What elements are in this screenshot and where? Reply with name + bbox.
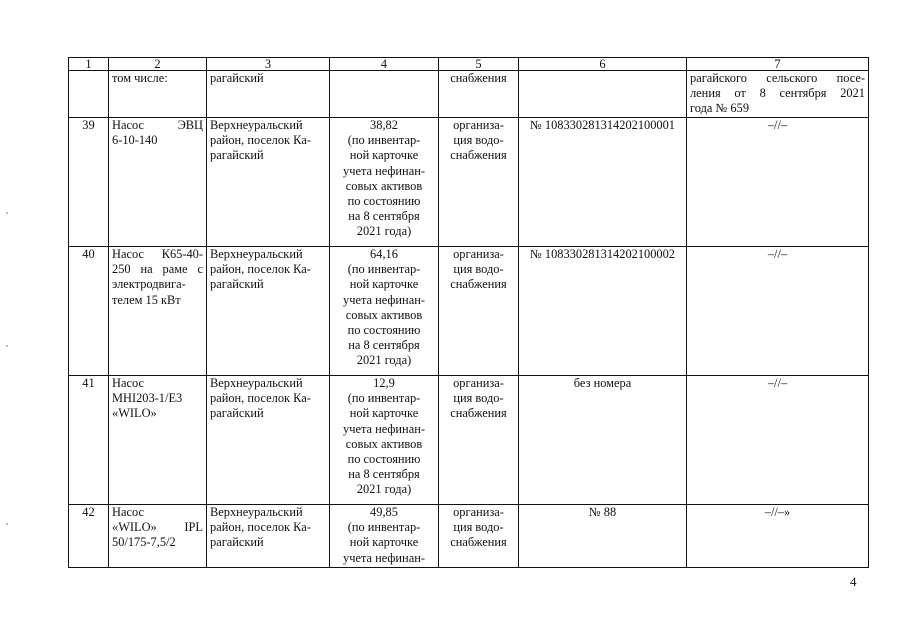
item-name-cell bbox=[109, 505, 207, 568]
organization-line: организа- bbox=[453, 247, 504, 261]
value-cell bbox=[330, 376, 439, 505]
item-name-cell bbox=[109, 71, 207, 118]
value-cell bbox=[330, 247, 439, 376]
organization-line: снабжения bbox=[450, 148, 507, 163]
value-line: 2021 года) bbox=[356, 353, 412, 368]
location-line: Верхнеуральский bbox=[210, 118, 303, 132]
table-row bbox=[69, 118, 869, 247]
value-line: (по инвентар- bbox=[347, 520, 421, 535]
value-line: учета нефинан- bbox=[343, 421, 425, 436]
organization-cell bbox=[439, 376, 519, 505]
property-table bbox=[68, 57, 869, 568]
value-line: ной карточке bbox=[349, 148, 419, 163]
item-name-line: «WILO» bbox=[112, 406, 157, 421]
location-cell bbox=[207, 505, 330, 568]
item-name-line: MHI203-1/E3 bbox=[112, 391, 183, 406]
row-number: 41 bbox=[69, 376, 109, 505]
column-number-row bbox=[69, 58, 869, 71]
inventory-number-cell: № 88 bbox=[519, 505, 687, 568]
value-line: совых активов bbox=[345, 178, 423, 193]
value-line: по состоянию bbox=[347, 452, 421, 467]
column-number: 7 bbox=[687, 58, 869, 71]
location-line: район, поселок Ка- bbox=[210, 262, 311, 277]
item-name-line: Насос К65-40- bbox=[112, 247, 203, 261]
page-number: 4 bbox=[850, 574, 857, 589]
location-line: район, поселок Ка- bbox=[210, 133, 311, 148]
basis-line: рагайского сельского посе- bbox=[690, 71, 865, 85]
organization-cell bbox=[439, 118, 519, 247]
location-line: Верхнеуральский bbox=[210, 376, 303, 390]
organization-line: организа- bbox=[453, 118, 504, 132]
value-line: 12,9 bbox=[373, 376, 395, 390]
location-line: рагайский bbox=[210, 71, 264, 85]
basis-line: ления от 8 сентября 2021 bbox=[690, 86, 865, 101]
location-line: рагайский bbox=[210, 535, 264, 550]
value-line: учета нефинан- bbox=[343, 163, 425, 178]
column-number: 3 bbox=[207, 58, 330, 71]
location-line: рагайский bbox=[210, 277, 264, 292]
basis-cell: –//– bbox=[687, 376, 869, 505]
item-name-line: 50/175-7,5/2 bbox=[112, 535, 176, 550]
value-line: учета нефинан- bbox=[343, 292, 425, 307]
item-name-line: «WILO» IPL bbox=[112, 520, 203, 535]
value-line: 2021 года) bbox=[356, 482, 412, 497]
basis-line: года № 659 bbox=[690, 101, 750, 116]
organization-line: ция водо- bbox=[453, 520, 504, 535]
item-name-line: Насос ЭВЦ bbox=[112, 118, 203, 132]
item-name-line: электродвига- bbox=[112, 277, 186, 292]
inventory-number-cell: № 108330281314202100001 bbox=[519, 118, 687, 247]
column-number: 5 bbox=[439, 58, 519, 71]
organization-line: снабжения bbox=[450, 277, 507, 292]
item-name-line: Насос bbox=[112, 376, 144, 390]
value-line: (по инвентар- bbox=[347, 262, 421, 277]
value-line: учета нефинан- bbox=[343, 550, 425, 565]
value-cell bbox=[330, 505, 439, 568]
column-number: 6 bbox=[519, 58, 687, 71]
organization-line: ция водо- bbox=[453, 133, 504, 148]
table-row bbox=[69, 505, 869, 568]
value-line: на 8 сентября bbox=[348, 467, 420, 482]
organization-line: снабжения bbox=[450, 535, 507, 550]
value-line: ной карточке bbox=[349, 277, 419, 292]
value-line: 38,82 bbox=[370, 118, 398, 132]
value-line: 49,85 bbox=[370, 505, 398, 519]
item-name-line: телем 15 кВт bbox=[112, 292, 181, 307]
location-line: рагайский bbox=[210, 406, 264, 421]
item-name-cell bbox=[109, 247, 207, 376]
basis-cell bbox=[687, 71, 869, 118]
value-line: 2021 года) bbox=[356, 224, 412, 239]
location-cell bbox=[207, 118, 330, 247]
location-line: район, поселок Ка- bbox=[210, 520, 311, 535]
value-line: совых активов bbox=[345, 307, 423, 322]
organization-line: снабжения bbox=[450, 406, 507, 421]
location-line: Верхнеуральский bbox=[210, 505, 303, 519]
value-cell bbox=[330, 71, 439, 118]
value-line: на 8 сентября bbox=[348, 338, 420, 353]
scan-artifact bbox=[6, 212, 8, 214]
organization-line: ция водо- bbox=[453, 262, 504, 277]
inventory-number-cell bbox=[519, 71, 687, 118]
value-line: ной карточке bbox=[349, 535, 419, 550]
organization-cell bbox=[439, 247, 519, 376]
item-name-cell bbox=[109, 118, 207, 247]
value-line: по состоянию bbox=[347, 194, 421, 209]
location-cell bbox=[207, 376, 330, 505]
organization-line: организа- bbox=[453, 505, 504, 519]
row-number-cell bbox=[69, 71, 109, 118]
location-line: район, поселок Ка- bbox=[210, 391, 311, 406]
column-number: 2 bbox=[109, 58, 207, 71]
item-name-line: 6-10-140 bbox=[112, 133, 158, 148]
value-line: на 8 сентября bbox=[348, 209, 420, 224]
value-cell bbox=[330, 118, 439, 247]
organization-cell bbox=[439, 505, 519, 568]
scan-artifact bbox=[6, 345, 8, 347]
location-cell bbox=[207, 247, 330, 376]
value-line: ной карточке bbox=[349, 406, 419, 421]
item-name-line: том числе: bbox=[112, 71, 168, 85]
location-line: рагайский bbox=[210, 148, 264, 163]
location-line: Верхнеуральский bbox=[210, 247, 303, 261]
table-row bbox=[69, 376, 869, 505]
organization-line: организа- bbox=[453, 376, 504, 390]
inventory-number-cell: № 108330281314202100002 bbox=[519, 247, 687, 376]
basis-cell: –//– bbox=[687, 247, 869, 376]
column-number: 4 bbox=[330, 58, 439, 71]
location-cell bbox=[207, 71, 330, 118]
inventory-number-cell: без номера bbox=[519, 376, 687, 505]
organization-line: ция водо- bbox=[453, 391, 504, 406]
row-number: 40 bbox=[69, 247, 109, 376]
basis-cell: –//– bbox=[687, 118, 869, 247]
item-name-cell bbox=[109, 376, 207, 505]
row-number: 42 bbox=[69, 505, 109, 568]
row-number: 39 bbox=[69, 118, 109, 247]
organization-line: снабжения bbox=[450, 71, 507, 85]
item-name-line: Насос bbox=[112, 505, 144, 519]
value-line: (по инвентар- bbox=[347, 133, 421, 148]
value-line: по состоянию bbox=[347, 323, 421, 338]
column-number: 1 bbox=[69, 58, 109, 71]
value-line: совых активов bbox=[345, 436, 423, 451]
table-row bbox=[69, 247, 869, 376]
value-line: 64,16 bbox=[370, 247, 398, 261]
basis-cell: –//–» bbox=[687, 505, 869, 568]
value-line: (по инвентар- bbox=[347, 391, 421, 406]
organization-cell bbox=[439, 71, 519, 118]
item-name-line: 250 на раме с bbox=[112, 262, 203, 277]
continuation-row bbox=[69, 71, 869, 118]
scan-artifact bbox=[6, 523, 8, 525]
